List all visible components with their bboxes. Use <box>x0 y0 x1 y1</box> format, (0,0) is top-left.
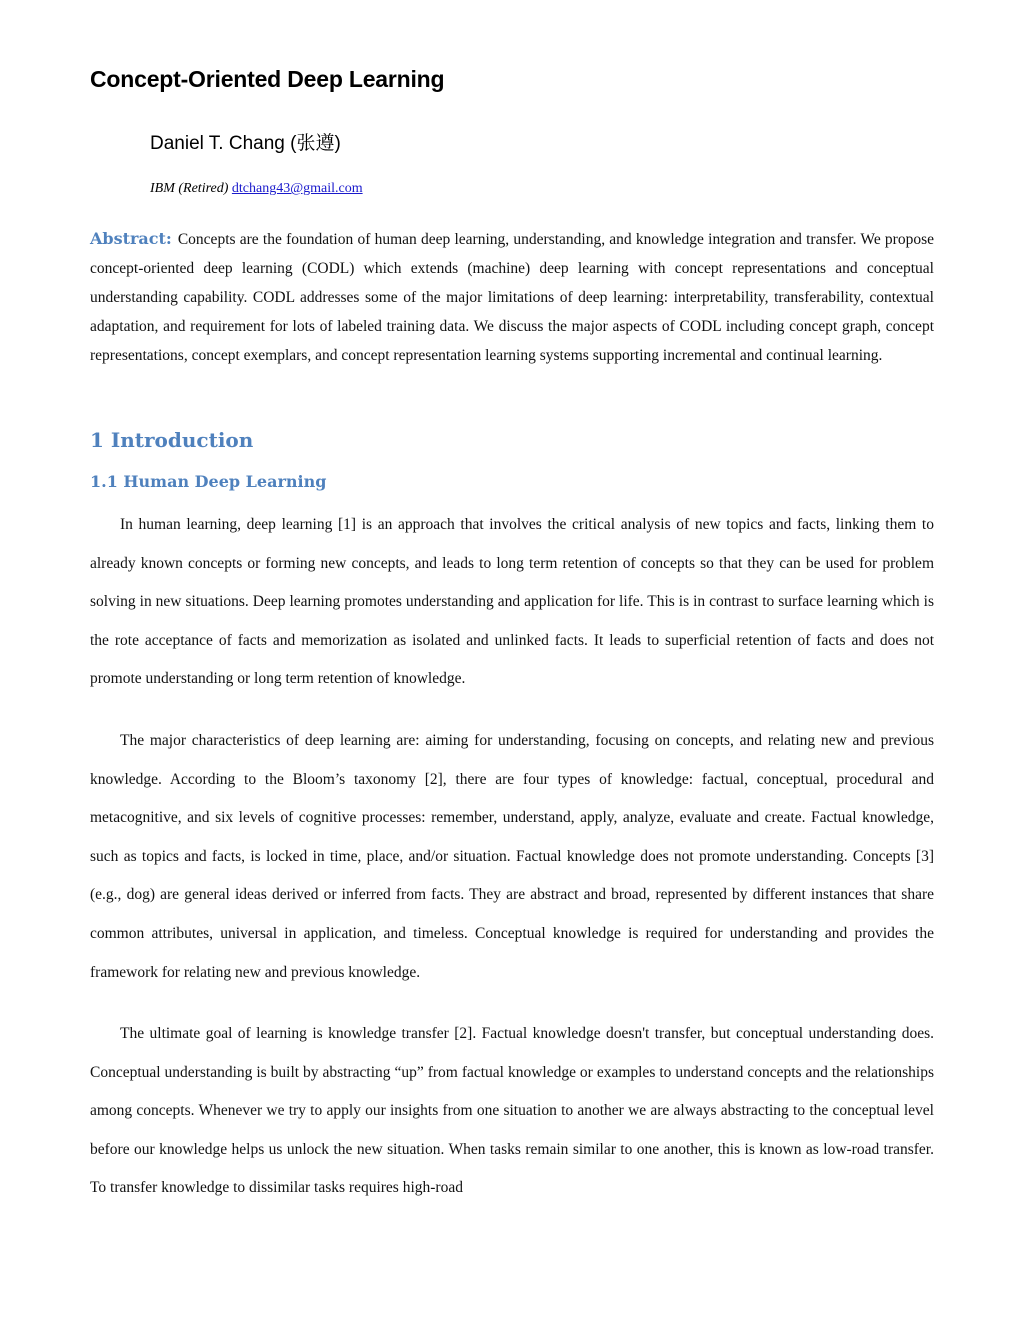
body-paragraph-3: The ultimate goal of learning is knowledge transfer [2]. Factual knowledge doesn't transfer, but conceptual understanding does. Conceptual understanding is built by abstracting “up” from factual knowledge or examples to understand concepts and the relationships among concepts. Whenever we try to apply our insights from one situation to another we are always abstracting to the conceptual level before our knowledge helps us unlock the new situation. When tasks remain similar to one another, this is known as low-road transfer. To transfer knowledge to dissimilar tasks requires high-road <box>90 1025 934 1197</box>
paper-title: Concept-Oriented Deep Learning <box>90 66 445 92</box>
abstract-label: Abstract: <box>90 229 172 248</box>
affiliation: IBM (Retired) <box>150 181 229 196</box>
email-link[interactable]: dtchang43@gmail.com <box>231 181 363 196</box>
body-paragraph-1: In human learning, deep learning [1] is an approach that involves the critical analysis of new topics and facts, linking them to already known concepts or forming new concepts, and leads to long term retention of concepts so that they can be used for problem solving in new situations. Deep learning promotes understanding and application for life. This is in contrast to surface learning which is the rote acceptance of facts and memorization as isolated and unlinked facts. It leads to superficial retention of facts and does not promote understanding or long term retention of knowledge. <box>90 516 934 688</box>
section-heading-introduction: 1 Introduction <box>90 428 254 452</box>
body-paragraph-2: The major characteristics of deep learning are: aiming for understanding, focusing on concepts, and relating new and previous knowledge. According to the Bloom’s taxonomy [2], there are four types of knowledge: factual, conceptual, procedural and metacognitive, and six levels of cognitive processes: remember, understand, apply, analyze, evaluate and create. Factual knowledge, such as topics and facts, is locked in time, place, and/or situation. Factual knowledge does not promote understanding. Concepts [3] (e.g., dog) are general ideas derived or inferred from facts. They are abstract and broad, represented by different instances that share common attributes, universal in application, and timeless. Conceptual knowledge is required for understanding and provides the framework for relating new and previous knowledge. <box>90 732 934 981</box>
abstract-text: Concepts are the foundation of human deep learning, understanding, and knowledge integration and transfer. We propose concept-oriented deep learning (CODL) which extends (machine) deep learning with concept representations and conceptual understanding capability. CODL addresses some of the major limitations of deep learning: interpretability, transferability, contextual adaptation, and requirement for lots of labeled training data. We discuss the major aspects of CODL including concept graph, concept representations, concept exemplars, and concept representation learning systems supporting incremental and continual learning. <box>90 231 934 365</box>
affiliation-line <box>150 181 363 197</box>
subsection-heading-human-deep-learning: 1.1 Human Deep Learning <box>90 472 327 491</box>
author-name: Daniel T. Chang (张遵) <box>150 133 341 154</box>
abstract <box>90 224 934 370</box>
